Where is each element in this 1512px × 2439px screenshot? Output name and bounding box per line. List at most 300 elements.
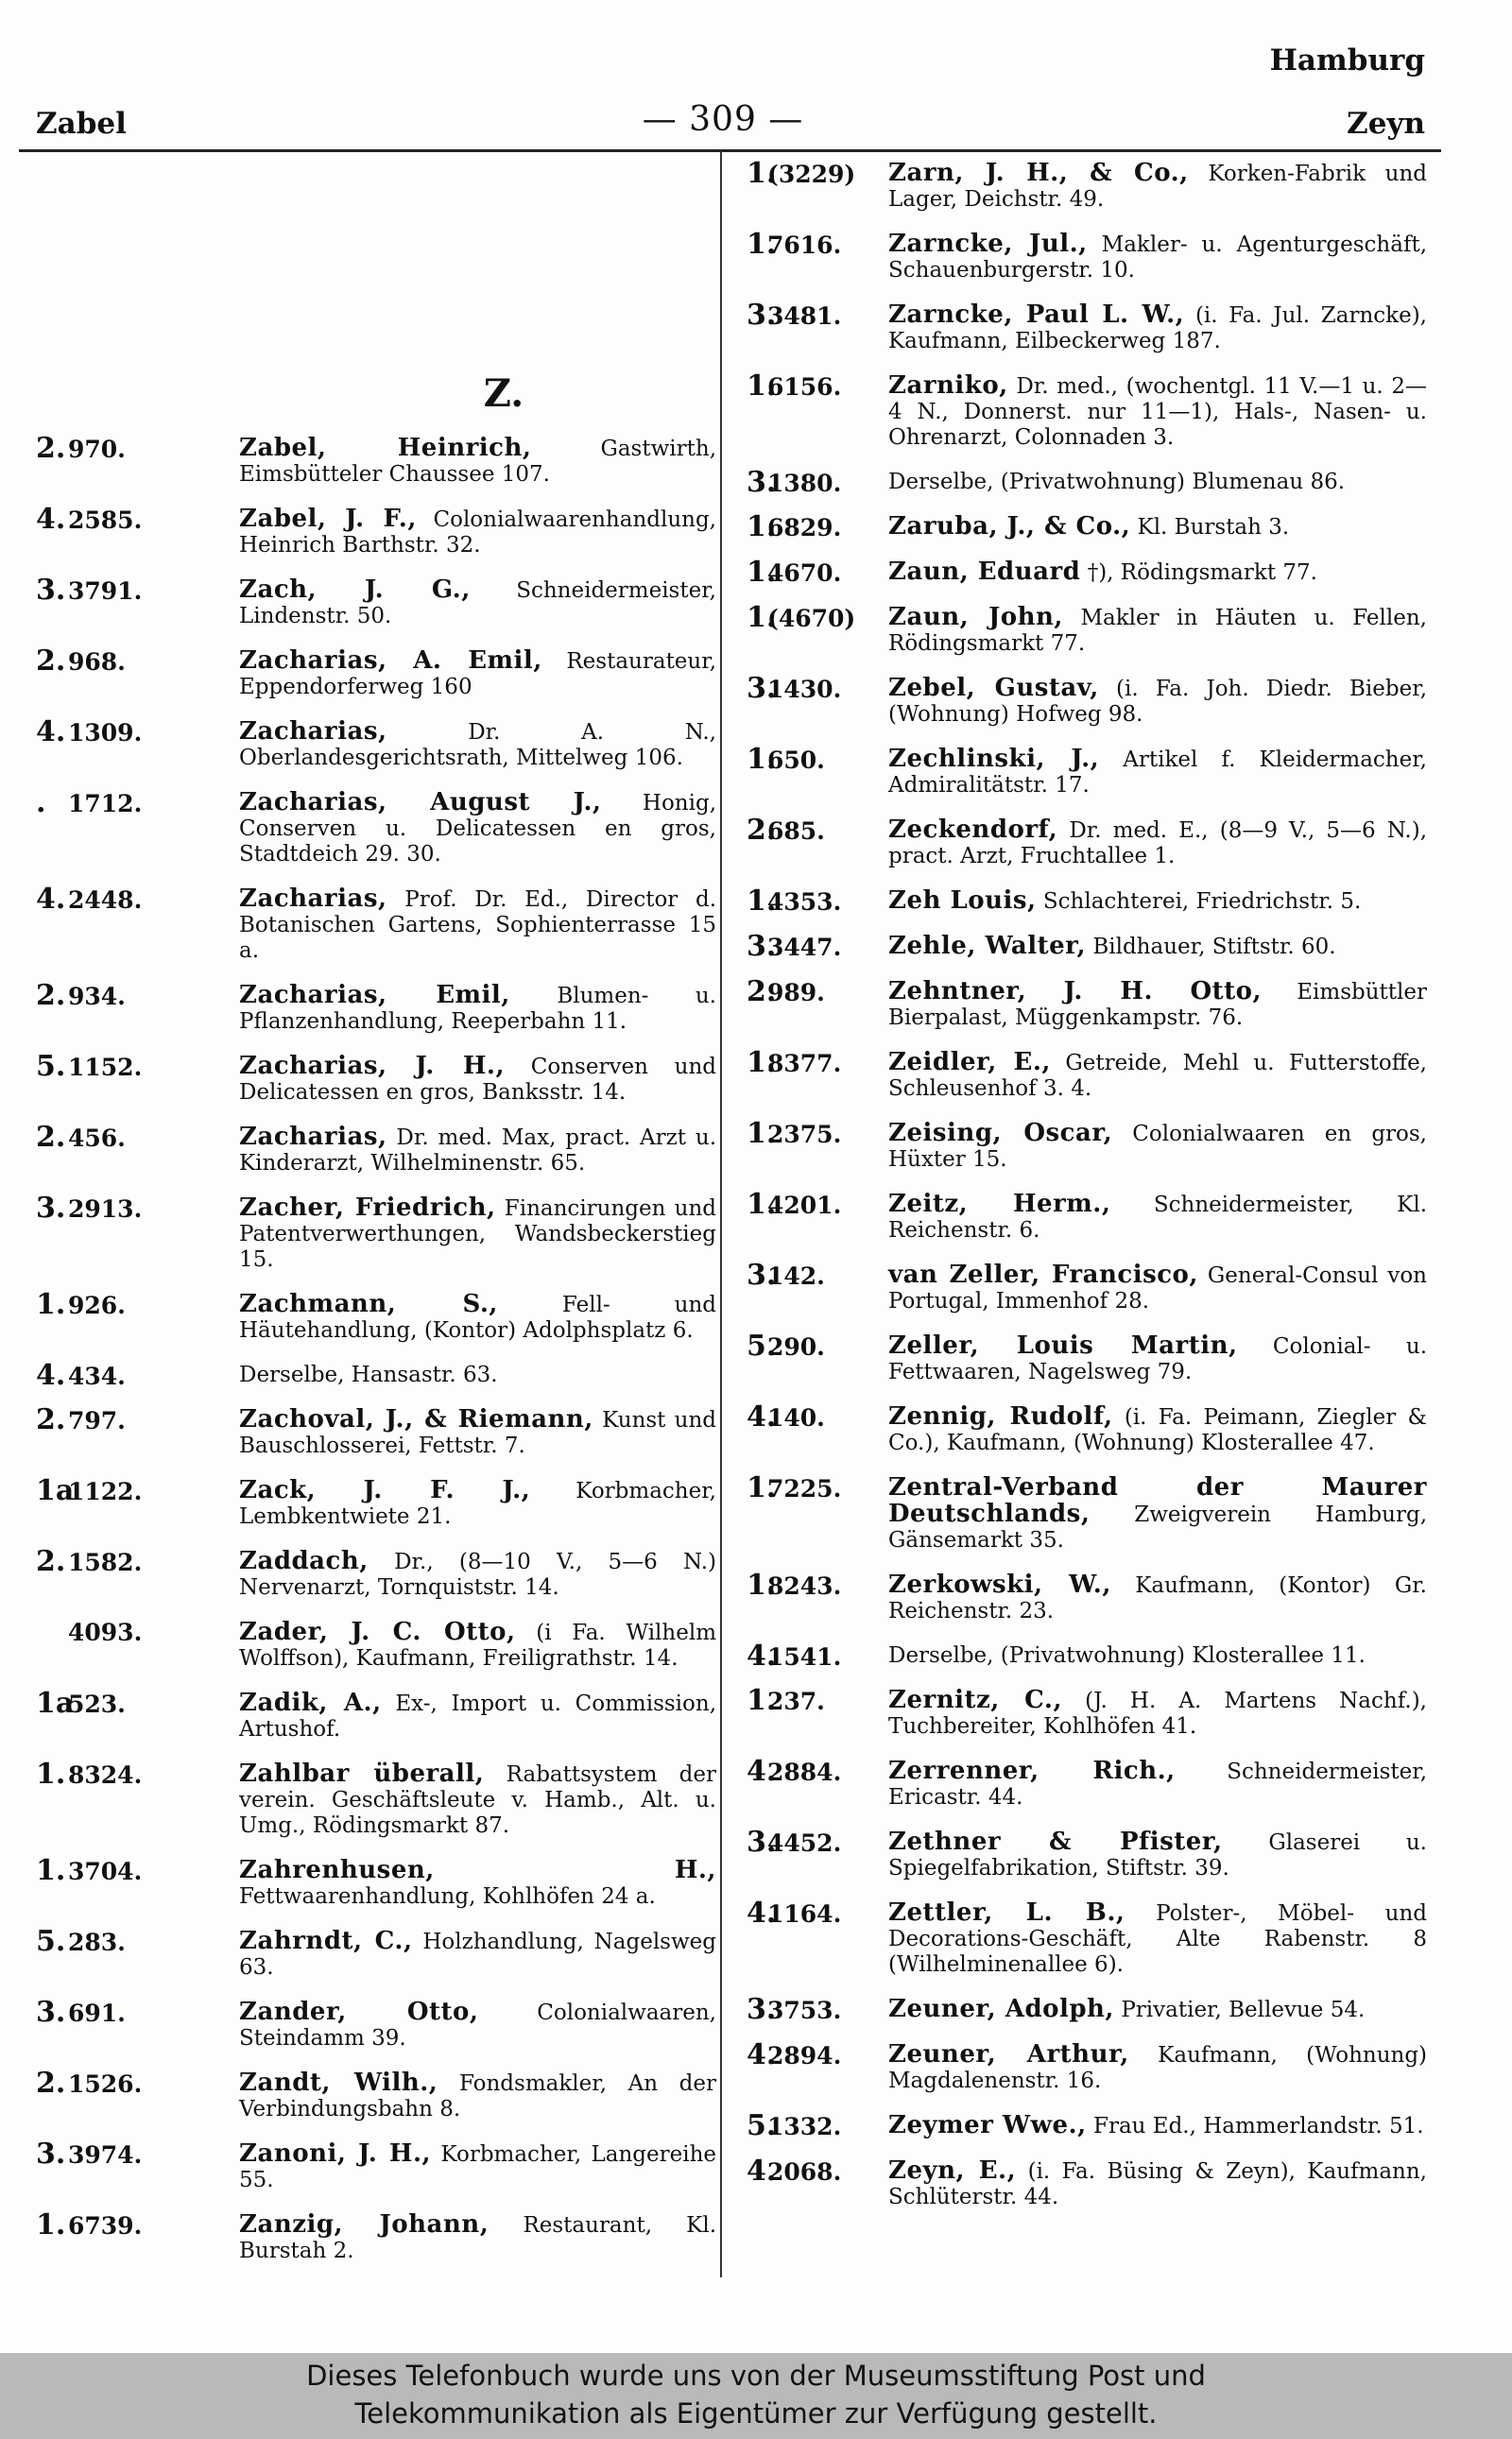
phone-number bbox=[747, 672, 842, 705]
exchange-zone: 3. bbox=[36, 574, 66, 607]
phone-number bbox=[36, 432, 126, 465]
number-value: 8324. bbox=[68, 1761, 143, 1789]
number-value: 6156. bbox=[767, 373, 842, 401]
directory-entry bbox=[36, 1854, 716, 1910]
phone-number bbox=[36, 503, 143, 536]
exchange-zone: 1. bbox=[747, 510, 777, 543]
directory-entry bbox=[36, 1758, 717, 1839]
number-value: 1309. bbox=[68, 719, 143, 747]
exchange-zone: 5. bbox=[747, 1330, 777, 1363]
directory-entry bbox=[36, 715, 716, 771]
subscriber-name: Zeckendorf, bbox=[888, 816, 1058, 844]
exchange-zone: 5. bbox=[36, 1925, 66, 1958]
subscriber-name: Zach, J. G., bbox=[239, 575, 471, 604]
exchange-zone: 4. bbox=[36, 503, 66, 536]
exchange-zone: 1a bbox=[36, 1474, 75, 1507]
subscriber-details: Dr. A. N., Oberlandesgerichtsrath, Mittelweg 106. bbox=[239, 720, 716, 770]
directory-entry bbox=[747, 2038, 1428, 2094]
phone-number bbox=[747, 369, 842, 403]
number-value: 2585. bbox=[68, 507, 143, 534]
column-divider bbox=[720, 151, 722, 2277]
subscriber-details: Zweigverein Hamburg, Gänsemarkt 35. bbox=[888, 1503, 1427, 1553]
subscriber-name: Zeymer Wwe., bbox=[888, 2111, 1087, 2139]
number-value: 2375. bbox=[767, 1121, 842, 1148]
phone-number bbox=[747, 930, 842, 963]
phone-number bbox=[747, 743, 825, 776]
directory-entry bbox=[36, 2208, 717, 2264]
directory-entry bbox=[36, 1620, 716, 1672]
exchange-zone: 4. bbox=[747, 2155, 777, 2188]
subscriber-name: Zander, Otto, bbox=[239, 1998, 479, 2026]
subscriber-name: Zahrndt, C., bbox=[239, 1927, 413, 1955]
exchange-zone: 2. bbox=[36, 1545, 66, 1578]
directory-entry bbox=[36, 503, 716, 558]
subscriber-details: Conserven und Delicatessen en gros, Banksstr. 14. bbox=[239, 1055, 716, 1105]
subscriber-name: Zacharias, J. H., bbox=[239, 1052, 506, 1080]
directory-entry bbox=[747, 1259, 1427, 1314]
exchange-zone: . bbox=[36, 786, 46, 819]
exchange-zone: 2. bbox=[36, 644, 66, 678]
subscriber-details: Makler in Häuten u. Fellen, Rödingsmarkt 77. bbox=[888, 606, 1427, 656]
exchange-zone: 1. bbox=[747, 1117, 777, 1150]
footer-note bbox=[0, 2353, 1512, 2439]
number-value: 3974. bbox=[68, 2141, 143, 2169]
subscriber-details: Kunst und Bauschlosserei, Fettstr. 7. bbox=[239, 1408, 717, 1458]
phone-number bbox=[747, 1640, 842, 1673]
number-value: 283. bbox=[68, 1929, 126, 1956]
phone-number bbox=[36, 1996, 126, 2029]
phone-number bbox=[747, 1471, 842, 1504]
number-value: 2894. bbox=[767, 2042, 842, 2070]
exchange-zone: 3. bbox=[747, 930, 777, 963]
directory-entry bbox=[36, 1192, 716, 1273]
number-value: 934. bbox=[68, 983, 126, 1010]
number-value: 8377. bbox=[767, 1050, 842, 1077]
directory-entry bbox=[36, 574, 716, 629]
number-value: 2913. bbox=[68, 1195, 143, 1223]
exchange-zone: 1. bbox=[36, 1854, 66, 1887]
exchange-zone: 4. bbox=[747, 2038, 777, 2071]
directory-entry bbox=[747, 510, 1427, 543]
subscriber-name: Zaun, John, bbox=[888, 603, 1063, 631]
subscriber-details: Kl. Burstah 3. bbox=[1137, 515, 1290, 540]
directory-entry bbox=[36, 1687, 717, 1743]
exchange-zone: 1. bbox=[747, 1684, 777, 1717]
number-value: 237. bbox=[767, 1688, 825, 1715]
directory-entry bbox=[747, 814, 1427, 869]
subscriber-details: Colonial- u. Fettwaaren, Nagelsweg 79. bbox=[888, 1334, 1428, 1384]
footer-line-2: Telekommunikation als Eigentümer zur Verfügung gestellt. bbox=[354, 2397, 1158, 2430]
subscriber-details: Schneidermeister, Lindenstr. 50. bbox=[239, 578, 716, 628]
phone-number bbox=[747, 1569, 842, 1602]
number-value: 140. bbox=[767, 1404, 825, 1432]
directory-entry bbox=[747, 466, 1427, 499]
number-value: (4670) bbox=[767, 605, 856, 632]
city-header: Hamburg bbox=[1269, 43, 1425, 77]
directory-entry bbox=[747, 1400, 1428, 1456]
subscriber-name: Zachmann, S., bbox=[239, 1290, 498, 1318]
directory-entry bbox=[747, 1188, 1428, 1244]
subscriber-details: Dr. med., (wochentgl. 11 V.—1 u. 2—4 N., Donnerst. nur 11—1), Hals-, Nasen- u. Ohrenarzt, Colonnaden 3. bbox=[888, 374, 1427, 450]
directory-entry bbox=[36, 883, 717, 964]
subscriber-name: van Zeller, Francisco, bbox=[888, 1261, 1198, 1289]
directory-entry bbox=[747, 1993, 1427, 2026]
subscriber-details: Polster-, Möbel- und Decorations-Geschäft, Alte Rabenstr. 8 (Wilhelminenallee 6). bbox=[888, 1901, 1428, 1977]
exchange-zone: 4. bbox=[747, 1755, 777, 1788]
number-value: 1332. bbox=[767, 2113, 842, 2140]
phone-number bbox=[36, 1359, 126, 1392]
subscriber-details: Restaurant, Kl. Burstah 2. bbox=[239, 2213, 717, 2263]
subscriber-name: Zerkowski, W., bbox=[888, 1571, 1111, 1599]
number-value: 797. bbox=[68, 1407, 126, 1434]
exchange-zone: 1. bbox=[36, 1758, 66, 1791]
phone-number bbox=[747, 601, 856, 634]
exchange-zone: 1. bbox=[747, 1569, 777, 1602]
subscriber-details: Colonialwaarenhandlung, Heinrich Barthstr. 32. bbox=[239, 507, 716, 558]
phone-number bbox=[36, 1758, 143, 1791]
subscriber-details: (i. Fa. Jul. Zarncke), Kaufmann, Eilbeckerweg 187. bbox=[888, 303, 1427, 353]
exchange-zone: 3. bbox=[747, 1993, 777, 2026]
exchange-zone: 4. bbox=[36, 715, 66, 748]
directory-entry bbox=[36, 432, 717, 488]
phone-number bbox=[36, 574, 143, 607]
subscriber-name: Zehntner, J. H. Otto, bbox=[888, 977, 1263, 1005]
number-value: 7616. bbox=[767, 232, 842, 259]
exchange-zone: 3. bbox=[747, 466, 777, 499]
exchange-zone: 2. bbox=[36, 1121, 66, 1154]
directory-entry bbox=[36, 1288, 717, 1344]
phone-number bbox=[36, 2208, 143, 2241]
subscriber-details: Dr. med. E., (8—9 V., 5—6 N.), pract. Arzt, Fruchtallee 1. bbox=[888, 818, 1427, 868]
phone-number bbox=[36, 1288, 126, 1321]
exchange-zone: 2. bbox=[36, 2067, 66, 2100]
phone-number bbox=[747, 2155, 842, 2188]
subscriber-details: Schneidermeister, Kl. Reichenstr. 6. bbox=[888, 1193, 1428, 1243]
number-value: 650. bbox=[767, 747, 825, 774]
page-number: — 309 — bbox=[642, 100, 804, 139]
subscriber-name: Zacher, Friedrich, bbox=[239, 1194, 496, 1222]
phone-number bbox=[36, 979, 126, 1012]
phone-number bbox=[747, 1117, 842, 1150]
exchange-zone: 3. bbox=[747, 672, 777, 705]
number-value: 1526. bbox=[68, 2070, 143, 2098]
directory-entry bbox=[36, 1474, 716, 1530]
directory-entry bbox=[36, 2138, 716, 2193]
number-value: 4093. bbox=[68, 1619, 143, 1646]
directory-entry bbox=[747, 1684, 1427, 1740]
phone-number bbox=[747, 1826, 842, 1859]
phone-number bbox=[747, 1897, 842, 1930]
subscriber-name: Zanoni, J. H., bbox=[239, 2139, 432, 2168]
subscriber-name: Zaddach, bbox=[239, 1547, 369, 1575]
phone-number bbox=[36, 715, 143, 748]
header-last-name: Zeyn bbox=[1347, 107, 1425, 141]
number-value: 1164. bbox=[767, 1900, 842, 1928]
directory-entry bbox=[747, 228, 1428, 283]
directory-entry bbox=[747, 157, 1427, 213]
phone-number bbox=[36, 1050, 143, 1083]
exchange-zone: 1. bbox=[747, 228, 777, 261]
phone-number bbox=[747, 299, 842, 332]
subscriber-details: Holzhandlung, Nagelsweg 63. bbox=[239, 1930, 716, 1980]
subscriber-details: Colonialwaaren, Steindamm 39. bbox=[239, 2001, 716, 2051]
subscriber-name: Zechlinski, J., bbox=[888, 745, 1100, 773]
subscriber-details: (i. Fa. Joh. Diedr. Bieber, (Wohnung) Hofweg 98. bbox=[888, 677, 1428, 727]
directory-entry bbox=[747, 743, 1427, 799]
phone-number bbox=[747, 1259, 825, 1292]
exchange-zone: 2. bbox=[36, 1403, 66, 1436]
number-value: 1541. bbox=[767, 1643, 842, 1671]
subscriber-details: Artikel f. Kleidermacher, Admiralitätstr. 17. bbox=[888, 747, 1427, 798]
exchange-zone: 2. bbox=[747, 814, 777, 847]
number-value: 1430. bbox=[767, 676, 842, 703]
subscriber-details: Dr., (8—10 V., 5—6 N.) Nervenarzt, Tornquiststr. 14. bbox=[239, 1550, 716, 1600]
subscriber-name: Zeidler, E., bbox=[888, 1048, 1051, 1076]
exchange-zone: 1. bbox=[747, 885, 777, 918]
subscriber-name: Zarniko, bbox=[888, 371, 1008, 400]
subscriber-name: Zarncke, Jul., bbox=[888, 230, 1088, 258]
directory-entry bbox=[747, 1117, 1427, 1173]
directory-entry bbox=[747, 299, 1427, 354]
directory-entry bbox=[747, 672, 1428, 728]
subscriber-name: Zeising, Oscar, bbox=[888, 1119, 1113, 1147]
phone-number bbox=[747, 814, 825, 847]
directory-entry bbox=[747, 1755, 1428, 1811]
phone-number bbox=[36, 1545, 143, 1578]
left-column bbox=[36, 161, 716, 2283]
exchange-zone: 5. bbox=[747, 2109, 777, 2142]
directory-entry bbox=[747, 369, 1427, 451]
phone-number bbox=[36, 1854, 143, 1887]
phone-number bbox=[36, 644, 126, 678]
phone-number bbox=[747, 1400, 825, 1434]
exchange-zone: 3. bbox=[747, 1259, 777, 1292]
subscriber-details: Bildhauer, Stiftstr. 60. bbox=[1092, 935, 1336, 959]
subscriber-name: Zerrenner, Rich., bbox=[888, 1757, 1176, 1785]
subscriber-name: Zaruba, J., & Co., bbox=[888, 512, 1131, 541]
number-value: 1712. bbox=[68, 790, 143, 817]
number-value: 142. bbox=[767, 1262, 825, 1290]
phone-number bbox=[747, 1755, 842, 1788]
subscriber-details: Restaurateur, Eppendorferweg 160 bbox=[239, 649, 717, 699]
phone-number bbox=[36, 2138, 143, 2171]
subscriber-name: Zacharias, bbox=[239, 1123, 387, 1151]
number-value: 290. bbox=[767, 1333, 825, 1361]
number-value: 7225. bbox=[767, 1475, 842, 1503]
exchange-zone: 1. bbox=[747, 1046, 777, 1079]
exchange-zone: 1. bbox=[747, 1471, 777, 1504]
subscriber-details: Schneidermeister, Ericastr. 44. bbox=[888, 1760, 1428, 1810]
subscriber-name: Zadik, A., bbox=[239, 1689, 382, 1717]
phone-number bbox=[747, 1684, 825, 1717]
subscriber-name: Zacharias, August J., bbox=[239, 788, 602, 816]
footer-line-1: Dieses Telefonbuch wurde uns von der Museumsstiftung Post und bbox=[306, 2360, 1206, 2392]
subscriber-details: Korbmacher, Lembkentwiete 21. bbox=[239, 1479, 716, 1529]
right-column bbox=[747, 157, 1428, 2229]
directory-entry bbox=[36, 644, 717, 700]
subscriber-details: Prof. Dr. Ed., Director d. Botanischen Gartens, Sophienterrasse 15 a. bbox=[239, 887, 717, 963]
subscriber-name: Zacharias, A. Emil, bbox=[239, 646, 542, 675]
number-value: 691. bbox=[68, 2000, 126, 2027]
number-value: 6739. bbox=[68, 2212, 143, 2240]
directory-entry bbox=[747, 1569, 1427, 1624]
directory-entry bbox=[747, 1471, 1427, 1554]
exchange-zone: 1. bbox=[747, 556, 777, 589]
directory-entry bbox=[747, 1897, 1428, 1978]
subscriber-name: Zacharias, bbox=[239, 885, 387, 913]
phone-number bbox=[36, 1192, 143, 1225]
number-value: 1582. bbox=[68, 1549, 143, 1576]
directory-entry bbox=[36, 1996, 716, 2052]
number-value: 1122. bbox=[68, 1478, 143, 1505]
subscriber-name: Zarncke, Paul L. W., bbox=[888, 301, 1185, 329]
exchange-zone: 1. bbox=[747, 743, 777, 776]
exchange-zone: 1. bbox=[747, 601, 777, 634]
exchange-zone: 5. bbox=[36, 1050, 66, 1083]
phone-number bbox=[747, 885, 842, 918]
exchange-zone: 3. bbox=[747, 1826, 777, 1859]
exchange-zone: 4. bbox=[747, 1400, 777, 1434]
subscriber-name: Zabel, J. F., bbox=[239, 505, 417, 533]
number-value: 2068. bbox=[767, 2158, 842, 2186]
number-value: 1152. bbox=[68, 1054, 143, 1081]
subscriber-details: (J. H. A. Martens Nachf.), Tuchbereiter, Kohlhöfen 41. bbox=[888, 1689, 1427, 1739]
exchange-zone: 1. bbox=[747, 157, 777, 190]
directory-entry bbox=[36, 1403, 717, 1459]
subscriber-details: General-Consul von Portugal, Immenhof 28. bbox=[888, 1263, 1427, 1314]
subscriber-name: Zacharias, Emil, bbox=[239, 981, 510, 1009]
number-value: 3791. bbox=[68, 577, 143, 605]
number-value: 685. bbox=[767, 817, 825, 845]
subscriber-details: Dr. med. Max, pract. Arzt u. Kinderarzt, Wilhelminenstr. 65. bbox=[239, 1125, 717, 1176]
phone-number bbox=[36, 1121, 126, 1154]
number-value: 523. bbox=[68, 1691, 126, 1718]
number-value: 2448. bbox=[68, 886, 143, 914]
subscriber-details: Schlachterei, Friedrichstr. 5. bbox=[1042, 889, 1362, 914]
subscriber-details: Rabattsystem der verein. Geschäftsleute v. Hamb., Alt. u. Umg., Rödingsmarkt 87. bbox=[239, 1762, 717, 1838]
phone-number bbox=[36, 883, 143, 916]
directory-entry bbox=[36, 1121, 717, 1177]
exchange-zone: 4. bbox=[747, 1897, 777, 1930]
subscriber-name: Zennig, Rudolf, bbox=[888, 1402, 1113, 1431]
phone-number bbox=[36, 1687, 126, 1720]
subscriber-details: Makler- u. Agenturgeschäft, Schauenburgerstr. 10. bbox=[888, 232, 1428, 283]
subscriber-details: Privatier, Bellevue 54. bbox=[1121, 1998, 1366, 2022]
directory-entry bbox=[36, 786, 716, 867]
directory-entry bbox=[747, 975, 1427, 1031]
exchange-zone: 1. bbox=[36, 1288, 66, 1321]
subscriber-details: (i. Fa. Peimann, Ziegler & Co.), Kaufmann, (Wohnung) Klosterallee 47. bbox=[888, 1405, 1428, 1455]
directory-entry bbox=[747, 2109, 1427, 2142]
subscriber-name: Zachoval, J., & Riemann, bbox=[239, 1405, 593, 1434]
number-value: 6829. bbox=[767, 514, 842, 541]
exchange-zone: 3. bbox=[36, 1996, 66, 2029]
directory-entry bbox=[36, 1545, 716, 1601]
subscriber-details: Gastwirth, Eimsbütteler Chaussee 107. bbox=[239, 437, 717, 487]
directory-entry bbox=[36, 979, 716, 1035]
number-value: 968. bbox=[68, 648, 126, 676]
subscriber-name: Zehle, Walter, bbox=[888, 932, 1087, 960]
subscriber-name: Zarn, J. H., & Co., bbox=[888, 159, 1189, 187]
exchange-zone: 1. bbox=[747, 1188, 777, 1221]
phone-number bbox=[747, 556, 842, 589]
subscriber-details: Derselbe, Hansastr. 63. bbox=[239, 1363, 498, 1387]
directory-entry bbox=[747, 930, 1427, 963]
directory-entry bbox=[747, 556, 1427, 589]
phone-number bbox=[36, 1925, 126, 1958]
subscriber-details: (i. Fa. Büsing & Zeyn), Kaufmann, Schlüterstr. 44. bbox=[888, 2159, 1427, 2209]
subscriber-details: Kaufmann, (Wohnung) Magdalenenstr. 16. bbox=[888, 2043, 1428, 2093]
phone-number bbox=[747, 510, 842, 543]
number-value: 3704. bbox=[68, 1858, 143, 1885]
directory-entry bbox=[747, 1046, 1427, 1102]
number-value: (3229) bbox=[767, 161, 856, 188]
number-value: 1380. bbox=[767, 470, 842, 497]
subscriber-details: Financirungen und Patentverwerthungen, Wandsbeckerstieg 15. bbox=[239, 1196, 716, 1272]
number-value: 3481. bbox=[767, 302, 842, 330]
phone-number bbox=[747, 1188, 842, 1221]
directory-entry bbox=[747, 1640, 1427, 1673]
exchange-zone: 2. bbox=[36, 979, 66, 1012]
subscriber-details: Derselbe, (Privatwohnung) Blumenau 86. bbox=[888, 470, 1346, 494]
subscriber-details: †), Rödingsmarkt 77. bbox=[1087, 560, 1317, 585]
subscriber-name: Zack, J. F. J., bbox=[239, 1476, 531, 1504]
number-value: 434. bbox=[68, 1363, 126, 1390]
subscriber-name: Zaun, Eduard bbox=[888, 558, 1081, 586]
header-first-name: Zabel bbox=[36, 107, 127, 141]
phone-number bbox=[747, 975, 825, 1008]
directory-entry bbox=[36, 2067, 716, 2122]
directory-entry bbox=[36, 1050, 716, 1106]
subscriber-details: Colonialwaaren en gros, Hüxter 15. bbox=[888, 1122, 1427, 1172]
number-value: 4353. bbox=[767, 888, 842, 916]
phone-number bbox=[747, 157, 856, 190]
directory-entry bbox=[36, 1359, 716, 1392]
phone-number bbox=[747, 466, 842, 499]
subscriber-details: Derselbe, (Privatwohnung) Klosterallee 11. bbox=[888, 1643, 1366, 1668]
number-value: 2884. bbox=[767, 1759, 842, 1786]
subscriber-details: Ex-, Import u. Commission, Artushof. bbox=[239, 1692, 717, 1742]
number-value: 3753. bbox=[767, 1997, 842, 2024]
subscriber-name: Zeuner, Adolph, bbox=[888, 1995, 1114, 2023]
subscriber-name: Zeyn, E., bbox=[888, 2156, 1017, 2185]
exchange-zone: 3. bbox=[36, 1192, 66, 1225]
number-value: 4201. bbox=[767, 1192, 842, 1219]
subscriber-details: Glaserei u. Spiegelfabrikation, Stiftstr. 39. bbox=[888, 1830, 1427, 1881]
subscriber-details: Kaufmann, (Kontor) Gr. Reichenstr. 23. bbox=[888, 1573, 1427, 1623]
subscriber-name: Zahlbar überall, bbox=[239, 1760, 485, 1788]
exchange-zone: 3. bbox=[747, 299, 777, 332]
subscriber-details: Korken-Fabrik und Lager, Deichstr. 49. bbox=[888, 162, 1427, 212]
exchange-zone: 4. bbox=[36, 883, 66, 916]
subscriber-details: Honig, Conserven u. Delicatessen en gros, Stadtdeich 29. 30. bbox=[239, 791, 716, 867]
phone-number bbox=[36, 786, 143, 819]
subscriber-name: Zeuner, Arthur, bbox=[888, 2040, 1129, 2069]
header-rule bbox=[19, 149, 1441, 152]
phone-number bbox=[747, 2109, 842, 2142]
subscriber-name: Zader, J. C. Otto, bbox=[239, 1618, 516, 1646]
subscriber-name: Zernitz, C., bbox=[888, 1686, 1062, 1714]
subscriber-details: Frau Ed., Hammerlandstr. 51. bbox=[1092, 2114, 1424, 2138]
number-value: 456. bbox=[68, 1125, 126, 1152]
subscriber-name: Zethner & Pfister, bbox=[888, 1828, 1223, 1856]
phone-number bbox=[747, 1330, 825, 1363]
subscriber-details: Getreide, Mehl u. Futterstoffe, Schleusenhof 3. 4. bbox=[888, 1051, 1427, 1101]
subscriber-details: Korbmacher, Langereihe 55. bbox=[239, 2142, 716, 2192]
subscriber-name: Zahrenhusen, H., bbox=[239, 1856, 716, 1884]
exchange-zone: 1. bbox=[36, 2208, 66, 2241]
directory-entry bbox=[747, 885, 1427, 918]
